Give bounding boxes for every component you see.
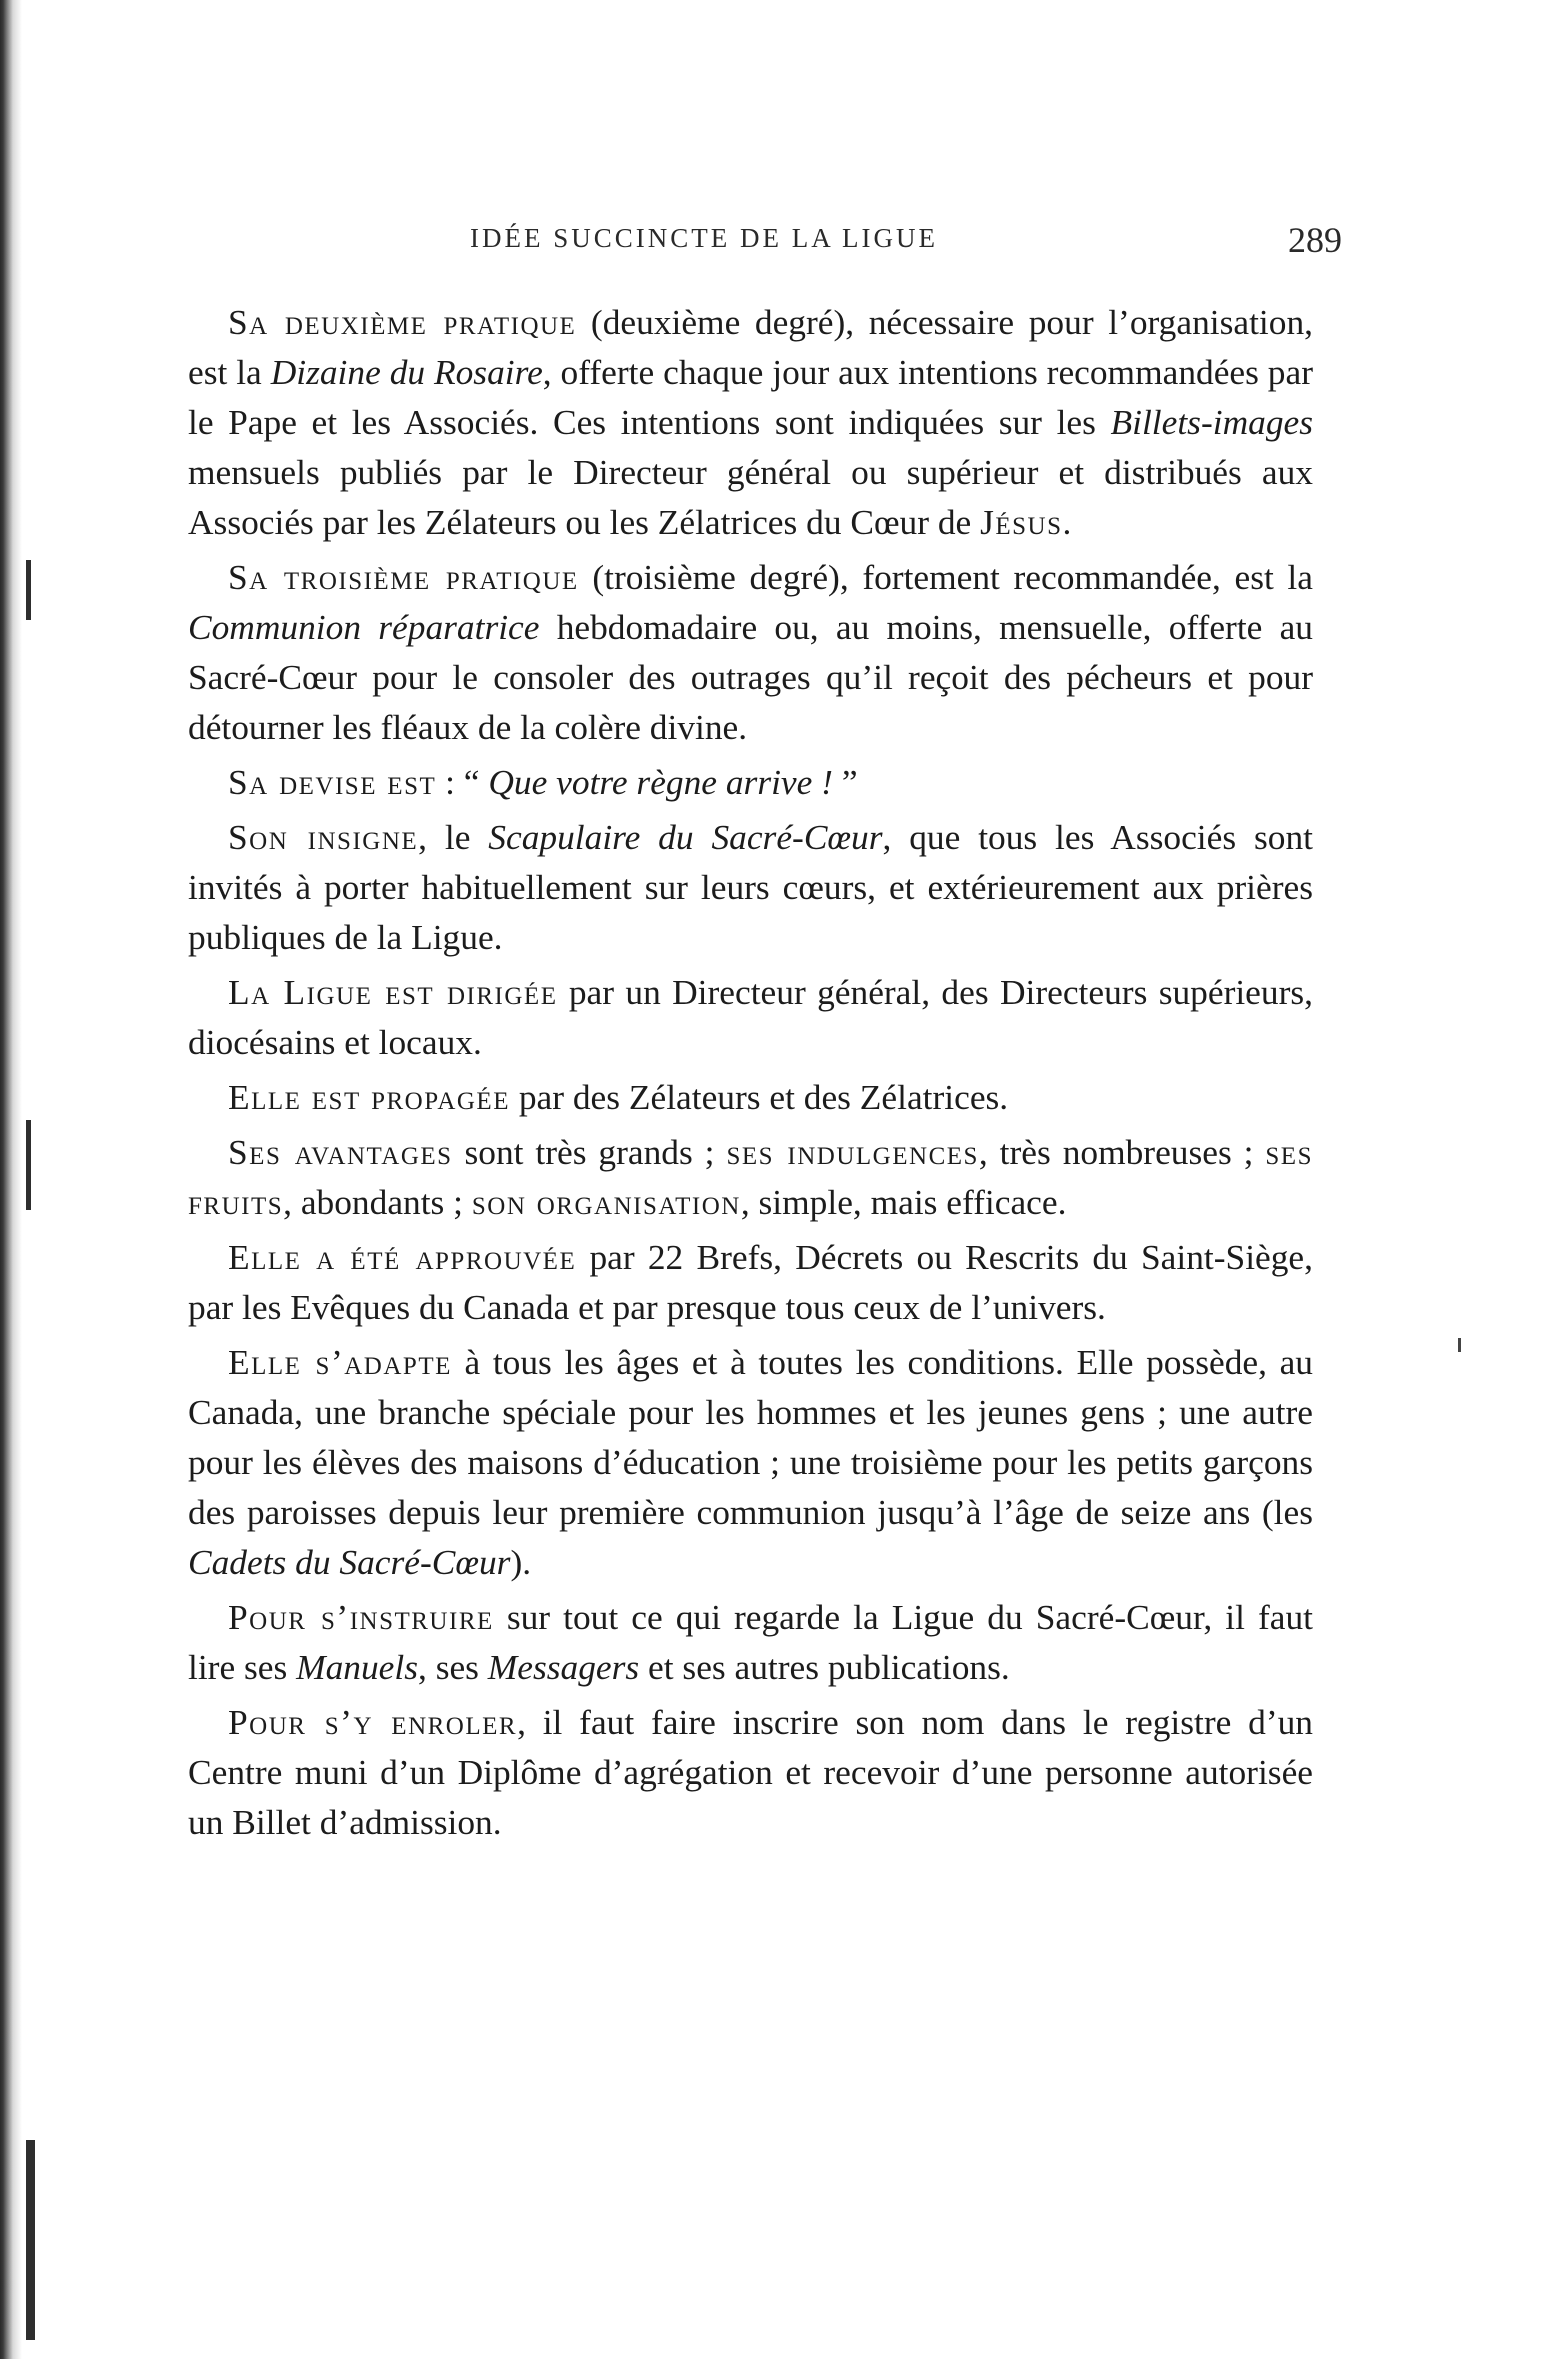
small-caps-heading: Son insigne bbox=[228, 817, 419, 857]
small-caps-heading: Jésus bbox=[980, 502, 1063, 542]
small-caps-heading: Pour s’y enroler bbox=[228, 1702, 518, 1742]
paragraph-devise bbox=[188, 757, 1313, 807]
small-caps-heading: Sa devise est bbox=[228, 762, 437, 802]
binding-shadow-speck bbox=[26, 2140, 35, 2340]
paragraph-instruction bbox=[188, 1592, 1313, 1692]
small-caps-heading: Elle s’adapte bbox=[228, 1342, 452, 1382]
text-run: , que tous les Associés sont invités à porter habituellement sur leurs cœurs, et extérieurement aux prières publiques de la Ligue. bbox=[188, 817, 1313, 957]
italic-title: Cadets du Sacré-Cœur bbox=[188, 1542, 511, 1582]
paragraph-adaptation bbox=[188, 1337, 1313, 1587]
small-caps-heading: La Ligue est dirigée bbox=[228, 972, 558, 1012]
small-caps-heading: Pour s’instruire bbox=[228, 1597, 494, 1637]
text-run: , abondants ; bbox=[283, 1182, 472, 1222]
page-header bbox=[470, 219, 1342, 269]
text-run: (deuxième degré), nécessaire pour l’organisation, est la bbox=[188, 302, 1313, 392]
text-run: mensuels publiés par le Directeur général ou supérieur et distribués aux Associés par les Zélateurs ou les Zélatrices du Cœur de bbox=[188, 452, 1313, 542]
text-run: par 22 Brefs, Décrets ou Rescrits du Saint-Siège, par les Evêques du Canada et par presque tous ceux de l’univers. bbox=[188, 1237, 1313, 1327]
italic-title: Messagers bbox=[487, 1647, 640, 1687]
text-run: , simple, mais efficace. bbox=[740, 1182, 1067, 1222]
small-caps-heading: ses indulgences bbox=[726, 1132, 979, 1172]
small-caps-heading: Elle a été approuvée bbox=[228, 1237, 577, 1277]
small-caps-heading: Elle est propagée bbox=[228, 1077, 510, 1117]
text-run: , ses bbox=[418, 1647, 488, 1687]
binding-shadow-speck bbox=[26, 1120, 31, 1210]
italic-title: Dizaine du Rosaire bbox=[270, 352, 543, 392]
paragraph-troisieme-pratique bbox=[188, 552, 1313, 752]
text-run: par un Directeur général, des Directeurs supérieurs, diocésains et locaux. bbox=[188, 972, 1313, 1062]
italic-title: Scapulaire du Sacré-Cœur bbox=[488, 817, 883, 857]
paragraph-approbation bbox=[188, 1232, 1313, 1332]
text-run: : “ bbox=[436, 762, 489, 802]
text-run: , offerte chaque jour aux intentions recommandées par le Pape et les Associés. Ces intentions sont indiquées sur les bbox=[188, 352, 1313, 442]
italic-title: Manuels bbox=[296, 1647, 418, 1687]
paragraph-insigne bbox=[188, 812, 1313, 962]
paragraph-propagation bbox=[188, 1072, 1313, 1122]
paragraph-avantages bbox=[188, 1127, 1313, 1227]
text-run: hebdomadaire ou, au moins, mensuelle, offerte au Sacré-Cœur pour le consoler des outrages qu’il reçoit des pécheurs et pour détourner les fléaux de la colère divine. bbox=[188, 607, 1313, 747]
paragraph-direction bbox=[188, 967, 1313, 1067]
paragraph-deuxieme-pratique bbox=[188, 297, 1313, 547]
text-run: ” bbox=[832, 762, 858, 802]
text-run: , très nombreuses ; bbox=[978, 1132, 1266, 1172]
margin-mark bbox=[1458, 1338, 1461, 1352]
page-number: 289 bbox=[1288, 220, 1342, 260]
text-run: à tous les âges et à toutes les conditions. Elle possède, au Canada, une branche spéciale pour les hommes et les jeunes gens ; une autre pour les élèves des maisons d’éducation ; une troisième pour les petits garçons des paroisses depuis leur première communion jusqu’à l’âge de seize ans (les bbox=[188, 1342, 1313, 1532]
body-text bbox=[188, 297, 1313, 1852]
text-run: , le bbox=[418, 817, 489, 857]
text-run: sur tout ce qui regarde la Ligue du Sacré-Cœur, il faut lire ses bbox=[188, 1597, 1313, 1687]
text-run: et ses autres publications. bbox=[639, 1647, 1010, 1687]
text-run: sont très grands ; bbox=[452, 1132, 727, 1172]
text-run: . bbox=[1062, 502, 1072, 542]
small-caps-heading: ses fruits bbox=[188, 1132, 1313, 1222]
small-caps-heading: Ses avantages bbox=[228, 1132, 453, 1172]
italic-title: Billets-images bbox=[1110, 402, 1313, 442]
small-caps-heading: son organisation bbox=[471, 1182, 741, 1222]
italic-title: Communion réparatrice bbox=[188, 607, 540, 647]
binding-shadow-speck bbox=[26, 560, 31, 620]
paragraph-enrolement bbox=[188, 1697, 1313, 1847]
text-run: , il faut faire inscrire son nom dans le registre d’un Centre muni d’un Diplôme d’agrégation et recevoir d’une personne autorisée un Billet d’admission. bbox=[188, 1702, 1313, 1842]
small-caps-heading: Sa troisième pratique bbox=[228, 557, 579, 597]
text-run: par des Zélateurs et des Zélatrices. bbox=[509, 1077, 1009, 1117]
book-binding-edge bbox=[0, 0, 22, 2359]
small-caps-heading: Sa deuxième pratique bbox=[228, 302, 577, 342]
text-run: ). bbox=[510, 1542, 532, 1582]
italic-title: Que votre règne arrive ! bbox=[488, 762, 833, 802]
text-run: (troisième degré), fortement recommandée, est la bbox=[578, 557, 1313, 597]
running-title: IDÉE SUCCINCTE DE LA LIGUE bbox=[470, 223, 938, 253]
